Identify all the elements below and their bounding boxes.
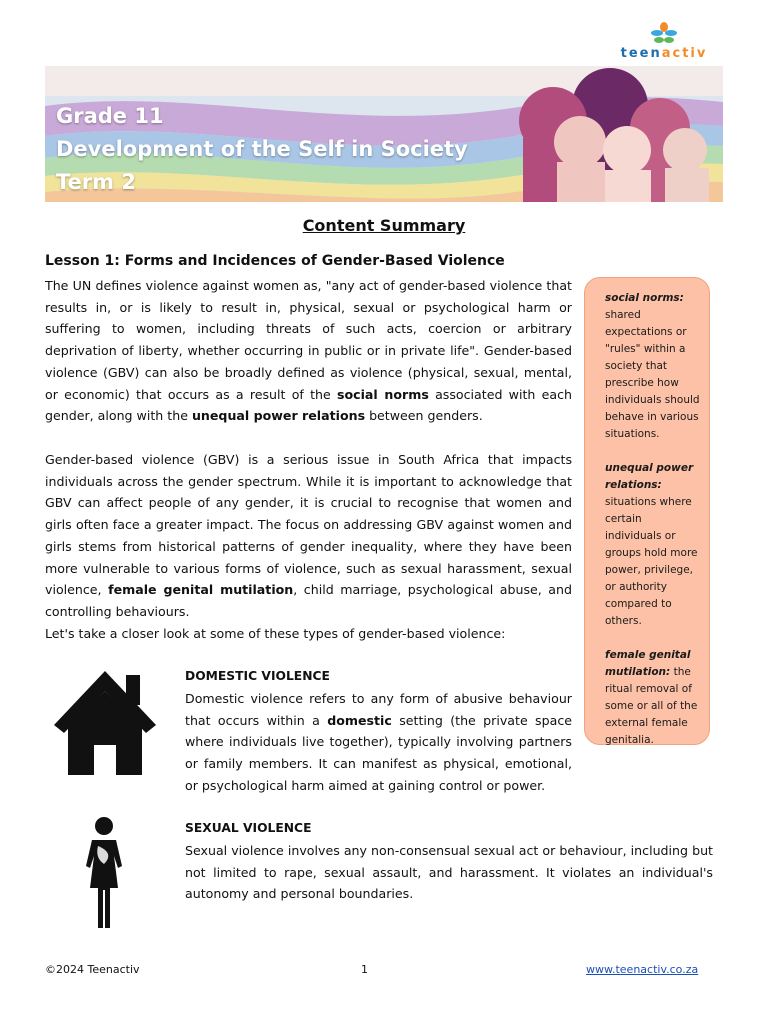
glossary-term-unequal-power: unequal power relations: <box>605 462 694 491</box>
glossary-term-social-norms: social norms: <box>605 292 684 304</box>
domestic-violence-heading: DOMESTIC VIOLENCE <box>185 669 330 683</box>
banner-subject: Development of the Self in Society <box>56 137 468 161</box>
glossary-entry-fgm <box>605 647 701 749</box>
banner-term: Term 2 <box>56 170 136 194</box>
header-banner <box>45 66 723 202</box>
glossary-sidebar <box>584 277 710 745</box>
intro-paragraph: The UN defines violence against women as, "any act of gender-based violence that results in, or is likely to result in, physical, sexual or psychological harm or suffering to women, including threats of such acts, coercion or arbitrary deprivation of liberty, whether occurring in public or in private life". Gender-based violence (GBV) can also be broadly defined as violence (physical, sexual, mental, or economic) that occurs as a result of the social norms associated with each gender, along with the unequal power relations between genders. <box>45 278 573 424</box>
logo-wordmark: teenactiv <box>620 46 708 61</box>
person-icon <box>78 816 130 930</box>
sexual-violence-text: Sexual violence involves any non-consensual sexual act or behaviour, including but not limited to rape, sexual assault, and harassment. It violates an individual's autonomy and personal boundaries. <box>185 843 713 902</box>
closer-look-paragraph: Let's take a closer look at some of these types of gender-based violence: <box>45 626 506 641</box>
sexual-violence-heading: SEXUAL VIOLENCE <box>185 821 312 835</box>
teenactiv-logo <box>606 22 722 62</box>
content-summary-title: Content Summary <box>302 216 466 235</box>
glossary-term-fgm: female genital mutilation: <box>605 649 691 678</box>
house-icon <box>52 667 158 777</box>
logo-flower-icon <box>650 22 678 46</box>
footer-copyright: ©2024 Teenactiv <box>45 963 140 976</box>
glossary-def-unequal-power: situations where certain individuals or groups hold more power, privilege, or authority compared to others. <box>605 496 698 627</box>
footer-website-link[interactable]: www.teenactiv.co.za <box>586 963 699 976</box>
domestic-violence-text: Domestic violence refers to any form of abusive behaviour that occurs within a domestic setting (the private space where individuals live together), typically involving partners or family members. It can manifest as physical, emotional, or psychological harm aimed at gaining control or power. <box>185 691 572 793</box>
footer-page-number: 1 <box>361 963 368 976</box>
banner-rainbow-graphic <box>45 66 723 202</box>
gbv-paragraph: Gender-based violence (GBV) is a serious issue in South Africa that impacts individuals across the gender spectrum. While it is important to acknowledge that GBV can affect people of any gender, it is crucial to recognise that women and girls often face a greater impact. The focus on addressing GBV against women and girls stems from historical patterns of gender inequality, where they have been more vulnerable to various forms of violence, such as sexual harassment, sexual violence, female genital mutilation, child marriage, psychological abuse, and controlling behaviours. <box>45 452 572 619</box>
lesson-title: Lesson 1: Forms and Incidences of Gender-Based Violence <box>45 253 505 269</box>
glossary-def-social-norms: shared expectations or "rules" within a society that prescribe how individuals should behave in various situations. <box>605 309 700 440</box>
banner-grade: Grade 11 <box>56 104 164 128</box>
glossary-def-fgm: the ritual removal of some or all of the external female genitalia. <box>605 666 698 746</box>
